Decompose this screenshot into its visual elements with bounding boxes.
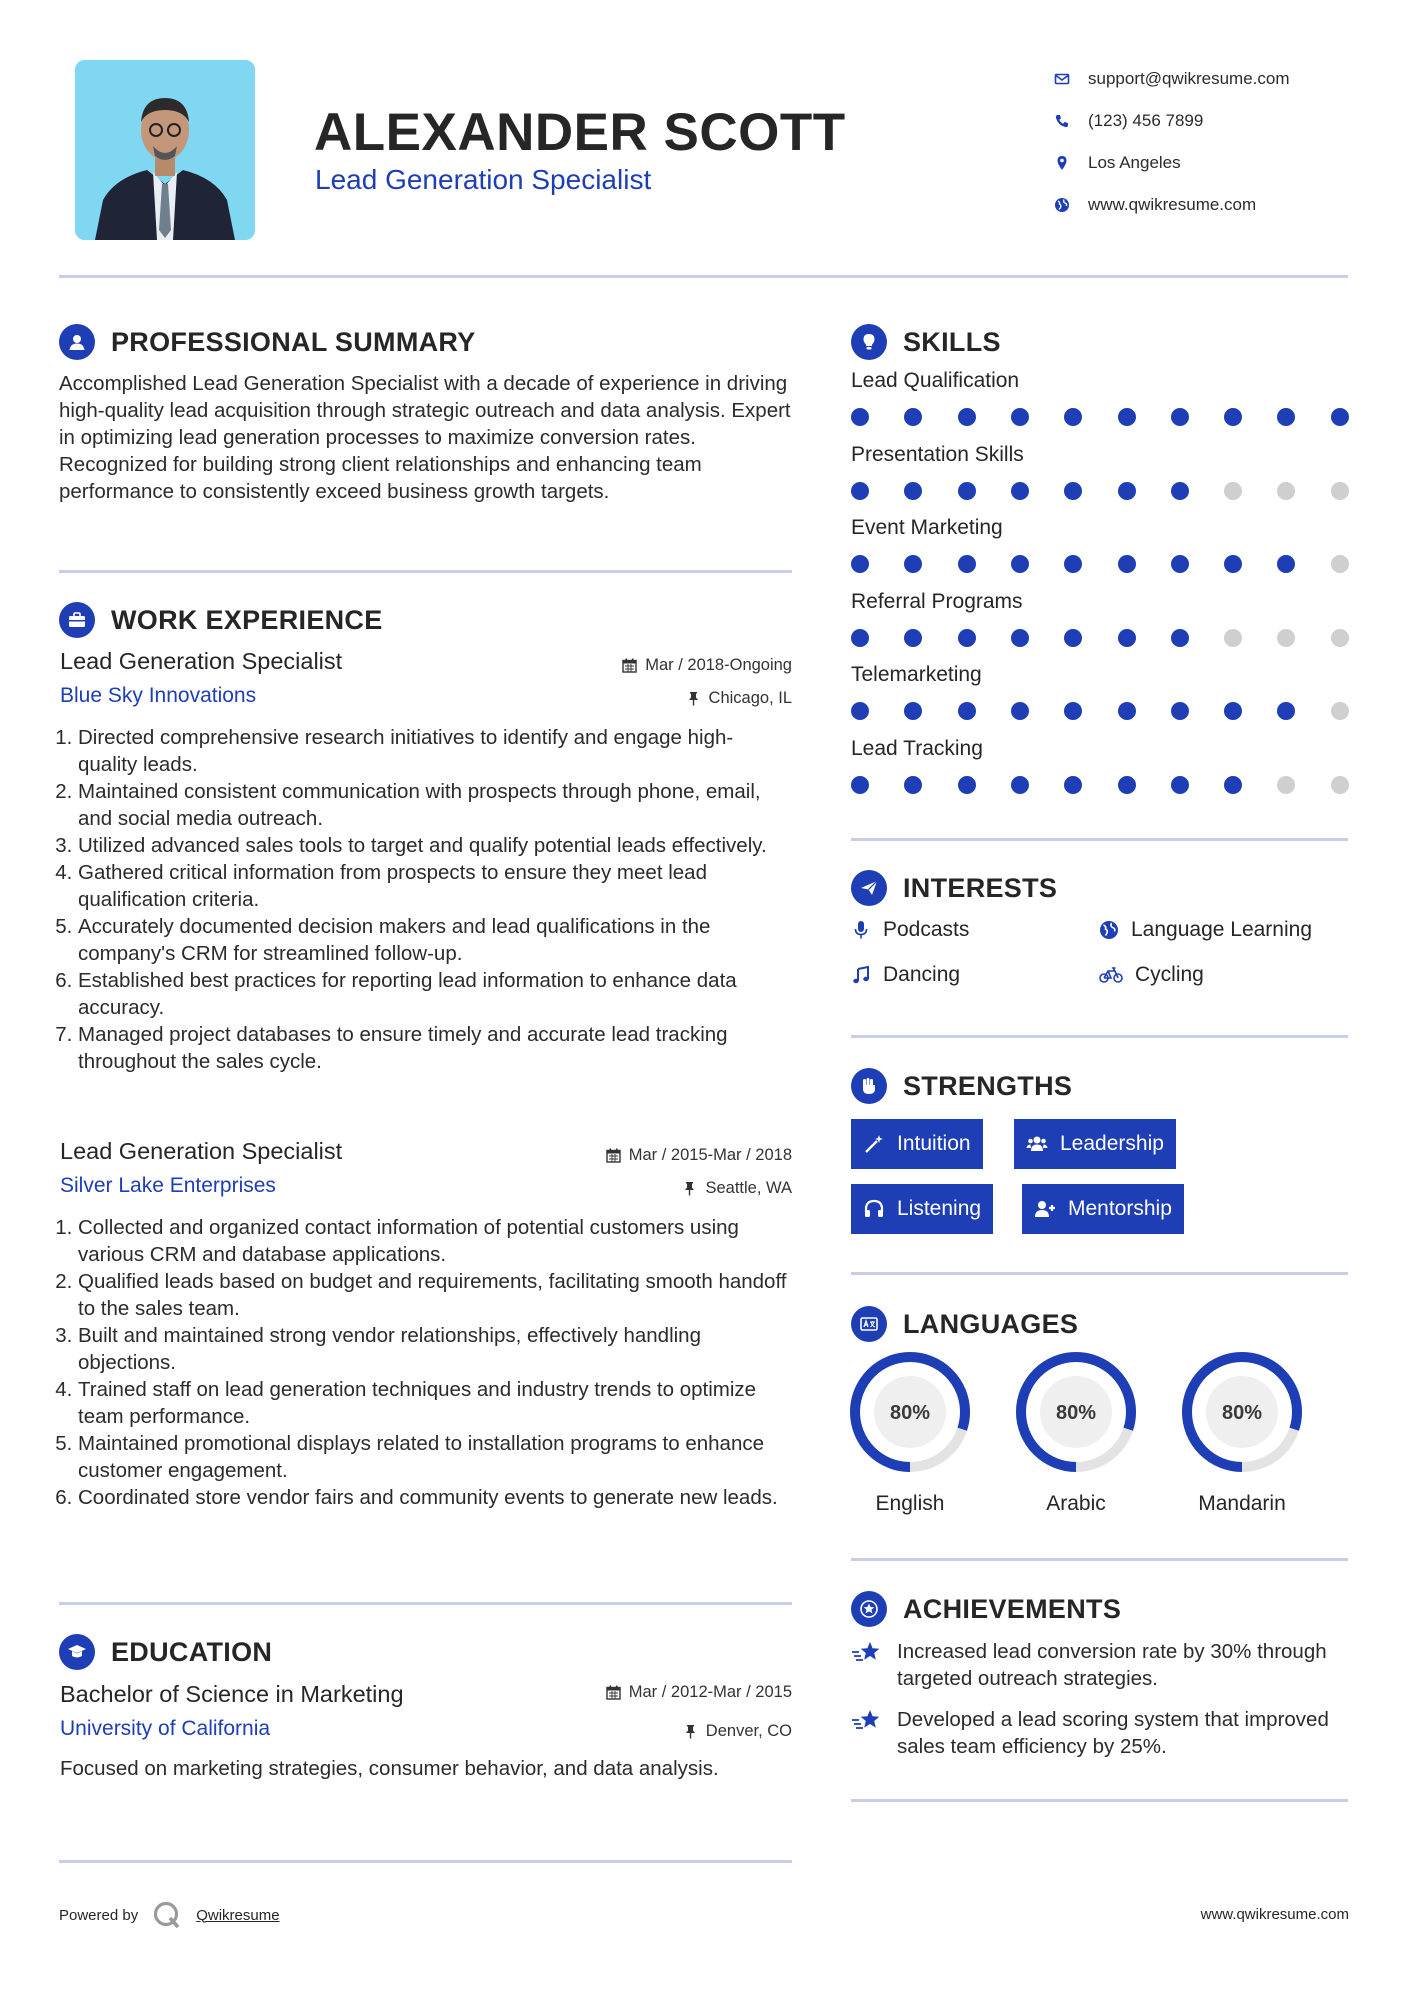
list-item: 3. Utilized advanced sales tools to target and qualify potential leads effectively. [78,832,792,859]
interest-language-learning: Language Learning [1099,918,1312,942]
footer-url[interactable]: www.qwikresume.com [1200,1906,1349,1923]
rating-dot-filled [1064,776,1082,794]
strength-chip-leadership: Leadership [1014,1119,1176,1169]
achievements-heading-text: ACHIEVEMENTS [903,1593,1122,1624]
strengths-divider [851,1272,1348,1275]
rating-dot-filled [1171,629,1189,647]
job-bullets [59,1214,792,1511]
rating-dot-filled [1118,776,1136,794]
bicycle-icon [1099,965,1123,985]
rating-dot-filled [1224,776,1242,794]
magic-wand-icon [863,1133,885,1155]
contact-phone-text: (123) 456 7899 [1088,111,1204,130]
qwikresume-logo-icon [152,1900,182,1930]
rating-dot-filled [851,408,869,426]
language-name: Mandarin [1198,1492,1286,1515]
rating-dot-filled [1224,702,1242,720]
strengths-heading-text: STRENGTHS [903,1070,1073,1101]
languages-divider [851,1558,1348,1561]
rating-dot-filled [904,702,922,720]
calendar-icon [606,1148,621,1163]
interest-dancing: Dancing [851,963,960,987]
contact-email-text: support@qwikresume.com [1088,69,1290,88]
rating-dot-filled [904,482,922,500]
graduation-icon [59,1634,95,1670]
rating-dot-filled [1064,702,1082,720]
list-item: 1. Collected and organized contact information of potential customers using various CRM and database applications. [78,1214,792,1268]
user-plus-icon [1034,1198,1056,1220]
contact-location [1050,142,1370,184]
achievement-item: Increased lead conversion rate by 30% through targeted outreach strategies. [851,1638,1351,1692]
skill-item [851,369,1351,430]
skill-rating [851,621,1351,651]
list-item: 5. Maintained promotional displays related to installation programs to enhance customer engagement. [78,1430,792,1484]
experience-heading-text: WORK EXPERIENCE [111,604,383,635]
rating-dot-filled [1064,408,1082,426]
rating-dot-filled [1171,482,1189,500]
skill-name: Referral Programs [851,589,1023,613]
education-date: Mar / 2012-Mar / 2015 [606,1683,792,1702]
language-item [1180,1350,1304,1516]
language-progress-ring [848,1350,972,1474]
job-entry-1 [59,648,792,1075]
job-location: Seattle, WA [682,1179,792,1198]
language-item [1014,1350,1138,1516]
rating-dot-filled [851,702,869,720]
profile-photo [75,60,255,240]
languages-heading-text: LANGUAGES [903,1308,1079,1339]
language-progress-ring [1180,1350,1304,1474]
pushpin-icon [683,1724,698,1739]
user-icon [59,324,95,360]
rating-dot-filled [851,776,869,794]
microphone-icon [851,920,871,940]
skills-heading [851,324,1001,360]
experience-divider [59,1602,792,1605]
skill-item [851,443,1351,504]
rating-dot-filled [1331,408,1349,426]
skill-item [851,516,1351,577]
phone-icon [1054,113,1070,129]
rating-dot-filled [1118,702,1136,720]
skill-item [851,663,1351,724]
contact-location-text: Los Angeles [1088,153,1181,172]
rating-dot-filled [1118,555,1136,573]
skill-rating [851,768,1351,798]
envelope-icon [1054,71,1070,87]
rating-dot-empty [1277,776,1295,794]
rating-dot-filled [851,555,869,573]
rating-dot-filled [904,629,922,647]
languages-heading [851,1306,1078,1342]
music-note-icon [851,965,871,985]
list-item: 3. Built and maintained strong vendor relationships, effectively handling objections. [78,1322,792,1376]
contact-phone[interactable] [1050,100,1370,142]
rating-dot-filled [904,408,922,426]
globe-icon [1054,197,1070,213]
language-item [848,1350,972,1516]
list-item: 4. Gathered critical information from prospects to ensure they meet lead qualification criteria. [78,859,792,913]
candidate-title: Lead Generation Specialist [315,164,652,195]
rating-dot-filled [958,482,976,500]
rating-dot-filled [958,408,976,426]
education-divider [59,1860,792,1863]
rating-dot-filled [1118,629,1136,647]
job-role: Lead Generation Specialist [60,1138,343,1164]
strength-chip-listening: Listening [851,1184,993,1234]
interest-cycling: Cycling [1099,963,1204,987]
education-entry [59,1681,792,1782]
paper-plane-icon [851,870,887,906]
rating-dot-filled [1277,408,1295,426]
interests-heading-text: INTERESTS [903,872,1058,903]
job-role: Lead Generation Specialist [60,648,343,674]
skill-name: Event Marketing [851,516,1003,539]
list-item: 6. Coordinated store vendor fairs and community events to generate new leads. [78,1484,792,1511]
fist-icon [851,1068,887,1104]
rating-dot-filled [1171,776,1189,794]
rating-dot-empty [1224,629,1242,647]
strength-chip-intuition: Intuition [851,1119,983,1169]
interests-heading [851,870,1057,906]
rating-dot-filled [958,629,976,647]
job-company: Silver Lake Enterprises [60,1174,276,1197]
rating-dot-filled [958,776,976,794]
interests-divider [851,1035,1348,1038]
shooting-star-icon [851,1640,881,1666]
footer-powered-by: Powered by Qwikresume [59,1900,280,1930]
education-description: Focused on marketing strategies, consumer behavior, and data analysis. [60,1757,719,1780]
achievements-heading [851,1591,1121,1627]
education-school: University of California [60,1717,271,1740]
rating-dot-empty [1277,629,1295,647]
lightbulb-icon [851,324,887,360]
rating-dot-filled [1064,555,1082,573]
badge-star-icon [851,1591,887,1627]
rating-dot-empty [1277,482,1295,500]
language-icon [851,1306,887,1342]
contact-email[interactable] [1050,58,1370,100]
shooting-star-icon [851,1708,881,1734]
skill-name: Lead Qualification [851,369,1020,392]
experience-heading [59,602,383,638]
rating-dot-filled [1118,482,1136,500]
job-bullets [59,724,792,1075]
achievement-item: Developed a lead scoring system that improved sales team efficiency by 25%. [851,1706,1351,1760]
job-entry-2 [59,1138,792,1511]
pushpin-icon [682,1181,697,1196]
rating-dot-filled [851,482,869,500]
calendar-icon [622,658,637,673]
contact-website[interactable] [1050,184,1370,226]
rating-dot-filled [1064,629,1082,647]
education-heading-text: EDUCATION [111,1636,273,1667]
calendar-icon [606,1685,621,1700]
candidate-name: ALEXANDER SCOTT [314,103,846,162]
list-item: 5. Accurately documented decision makers and lead qualifications in the company's CRM for streamlined follow-up. [78,913,792,967]
rating-dot-filled [1011,629,1029,647]
skill-name: Lead Tracking [851,736,983,760]
header-divider [59,275,1348,278]
rating-dot-filled [1011,776,1029,794]
rating-dot-filled [1171,408,1189,426]
rating-dot-empty [1224,482,1242,500]
contact-website-text: www.qwikresume.com [1088,195,1257,214]
language-percent-label: 80% [1055,1402,1097,1424]
summary-heading [59,324,476,360]
rating-dot-empty [1331,555,1349,573]
rating-dot-filled [958,555,976,573]
language-percent-label: 80% [889,1402,931,1424]
job-company: Blue Sky Innovations [60,684,257,707]
skill-rating [851,547,1351,577]
list-item: 2. Qualified leads based on budget and requirements, facilitating smooth handoff to the sales team. [78,1268,792,1322]
rating-dot-filled [1064,482,1082,500]
briefcase-icon [59,602,95,638]
summary-heading-text: PROFESSIONAL SUMMARY [111,326,476,357]
achievements-divider [851,1799,1348,1802]
language-progress-ring [1014,1350,1138,1474]
rating-dot-empty [1331,629,1349,647]
language-name: English [875,1492,945,1515]
rating-dot-filled [904,776,922,794]
rating-dot-filled [1011,408,1029,426]
language-name: Arabic [1046,1492,1106,1515]
rating-dot-filled [1118,408,1136,426]
rating-dot-empty [1331,702,1349,720]
list-item: 6. Established best practices for reporting lead information to enhance data accuracy. [78,967,792,1021]
skill-name: Presentation Skills [851,442,1024,466]
rating-dot-filled [1224,555,1242,573]
footer-brand-link[interactable]: Qwikresume [196,1906,280,1924]
list-item: 1. Directed comprehensive research initiatives to identify and engage high-quality leads. [78,724,792,778]
contact-list [1050,58,1370,226]
skill-name: Telemarketing [851,663,982,686]
rating-dot-filled [1277,702,1295,720]
rating-dot-filled [1011,482,1029,500]
rating-dot-filled [1011,555,1029,573]
rating-dot-filled [1224,408,1242,426]
interest-podcasts: Podcasts [851,918,969,942]
summary-text: Accomplished Lead Generation Specialist with a decade of experience in driving high-quality lead acquisition through strategic outreach and data analysis. Expert in optimizing lead generation processes to maximize conversion rates. Recognized for building strong client relationships and enhancing team performance to consistently exceed business growth targets. [59,372,791,503]
pushpin-icon [686,691,701,706]
globe-icon [1099,920,1119,940]
rating-dot-empty [1331,482,1349,500]
education-location: Denver, CO [683,1722,792,1741]
job-location: Chicago, IL [686,689,792,708]
job-date: Mar / 2018-Ongoing [622,656,792,675]
skill-item [851,737,1351,798]
education-degree: Bachelor of Science in Marketing [60,1681,404,1707]
list-item: 7. Managed project databases to ensure timely and accurate lead tracking throughout the sales cycle. [78,1021,792,1075]
skill-rating [851,400,1351,430]
strength-chip-mentorship: Mentorship [1022,1184,1184,1234]
summary-divider [59,570,792,573]
rating-dot-filled [1171,555,1189,573]
strengths-heading [851,1068,1072,1104]
rating-dot-filled [1011,702,1029,720]
job-date: Mar / 2015-Mar / 2018 [606,1146,792,1165]
rating-dot-filled [1277,555,1295,573]
skills-divider [851,838,1348,841]
education-heading [59,1634,272,1670]
rating-dot-empty [1331,776,1349,794]
headphones-icon [863,1198,885,1220]
list-item: 4. Trained staff on lead generation techniques and industry trends to optimize team performance. [78,1376,792,1430]
skill-rating [851,474,1351,504]
skill-item [851,590,1351,651]
list-item: 2. Maintained consistent communication with prospects through phone, email, and social media outreach. [78,778,792,832]
skill-rating [851,694,1351,724]
rating-dot-filled [1171,702,1189,720]
rating-dot-filled [958,702,976,720]
skills-heading-text: SKILLS [903,326,1001,357]
language-percent-label: 80% [1221,1402,1263,1424]
users-icon [1026,1133,1048,1155]
rating-dot-filled [851,629,869,647]
rating-dot-filled [904,555,922,573]
map-pin-icon [1054,155,1070,171]
